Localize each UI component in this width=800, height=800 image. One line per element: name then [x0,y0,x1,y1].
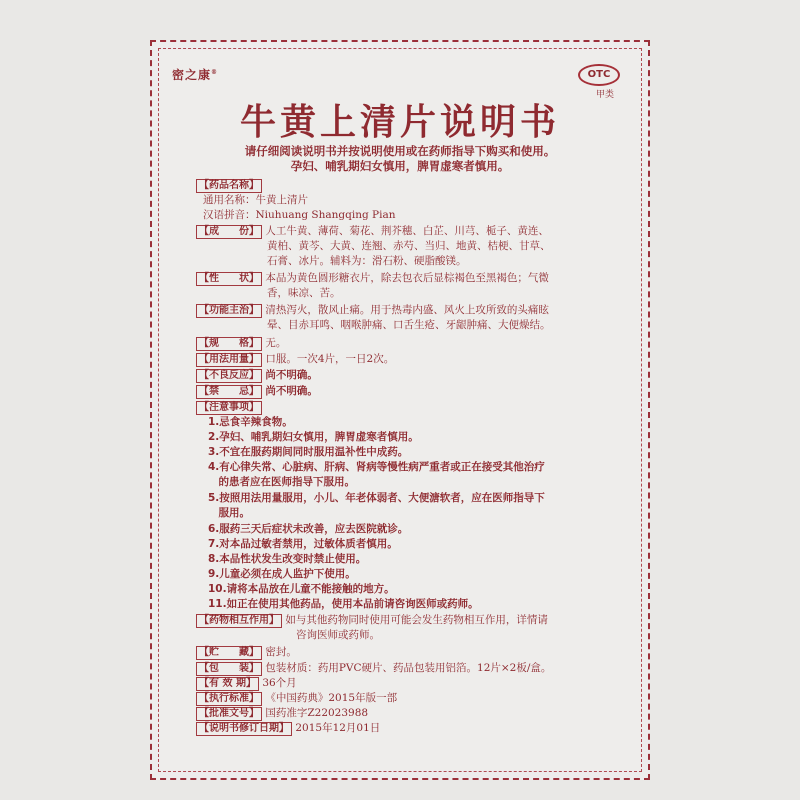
properties-2: 香，味凉、苦。 [267,287,341,299]
warning-line-2: 孕妇、哺乳期妇女慎用，脾胃虚寒者慎用。 [290,159,510,173]
note-item: 9.儿童必须在成人监护下使用。 [208,568,356,580]
validity: 【有 效 期】 36个月 [196,676,297,691]
otc-badge: OTC [578,64,620,86]
ingredients-3: 石膏、冰片。辅料为：滑石粉、硬脂酸镁。 [267,255,467,267]
contraindications: 【禁 忌】 尚不明确。 [196,384,318,399]
note-item: 的患者应在医师指导下服用。 [208,476,355,488]
note-item: 10.请将本品放在儿童不能接触的地方。 [208,583,395,595]
note-item: 2.孕妇、哺乳期妇女慎用，脾胃虚寒者慎用。 [208,431,419,443]
drug-interactions: 【药物相互作用】 如与其他药物同时使用可能会发生药物相互作用，详情请 [196,613,548,628]
warning-line-1: 请仔细阅读说明书并按说明使用或在药师指导下购买和使用。 [244,144,556,158]
note-item: 3.不宜在服药期间同时服用温补性中成药。 [208,446,409,458]
note-item: 1.忌食辛辣食物。 [208,416,293,428]
ingredients-2: 黄柏、黄芩、大黄、连翘、赤芍、当归、地黄、桔梗、甘草、 [267,240,551,252]
note-item: 6.服药三天后症状未改善，应去医院就诊。 [208,523,409,535]
pinyin-name: 汉语拼音：Niuhuang Shangqing Pian [203,209,396,221]
properties: 【性 状】 本品为黄色圆形糖衣片，除去包衣后显棕褐色至黑褐色；气微 [196,271,549,286]
note-item: 5.按照用法用量服用，小儿、年老体弱者、大便溏软者，应在医师指导下 [208,492,545,504]
otc-class-label: 甲类 [596,90,615,100]
approval-number: 【批准文号】 国药准字Z22023988 [196,706,368,721]
packaging: 【包 装】 包装材质：药用PVC硬片、药品包装用铝箔。12片×2板/盒。 [196,661,551,676]
note-item: 8.本品性状发生改变时禁止使用。 [208,553,367,565]
indications: 【功能主治】 清热泻火，散风止痛。用于热毒内盛、风火上攻所致的头痛眩 [196,303,549,318]
brand-logo: 密之康® [172,68,219,82]
drug-name-label: 【药品名称】 [196,178,262,193]
drug-interactions-2: 咨询医师或药师。 [296,629,380,641]
standard: 【执行标准】 《中国药典》2015年版一部 [196,691,397,706]
notes-label: 【注意事项】 [196,400,262,415]
revision-date: 【说明书修订日期】 2015年12月01日 [196,721,380,736]
note-item: 4.有心律失常、心脏病、肝病、肾病等慢性病严重者或正在接受其他治疗 [208,461,545,473]
note-item: 11.如正在使用其他药品，使用本品前请咨询医师或药师。 [208,598,479,610]
storage: 【贮 藏】 密封。 [196,645,297,660]
specification: 【规 格】 无。 [196,336,286,351]
page-title: 牛黄上清片说明书 [239,102,560,143]
usage: 【用法用量】 口服。一次4片，一日2次。 [196,352,394,367]
note-item: 服用。 [208,507,250,519]
generic-name: 通用名称：牛黄上清片 [203,194,308,206]
note-item: 7.对本品过敏者禁用，过敏体质者慎用。 [208,538,398,550]
indications-2: 晕、目赤耳鸣、咽喉肿痛、口舌生疮、牙龈肿痛、大便燥结。 [267,319,551,331]
ingredients: 【成 份】 人工牛黄、薄荷、菊花、荆芥穗、白芷、川芎、栀子、黄连、 [196,224,549,239]
adverse-reactions: 【不良反应】 尚不明确。 [196,368,318,383]
